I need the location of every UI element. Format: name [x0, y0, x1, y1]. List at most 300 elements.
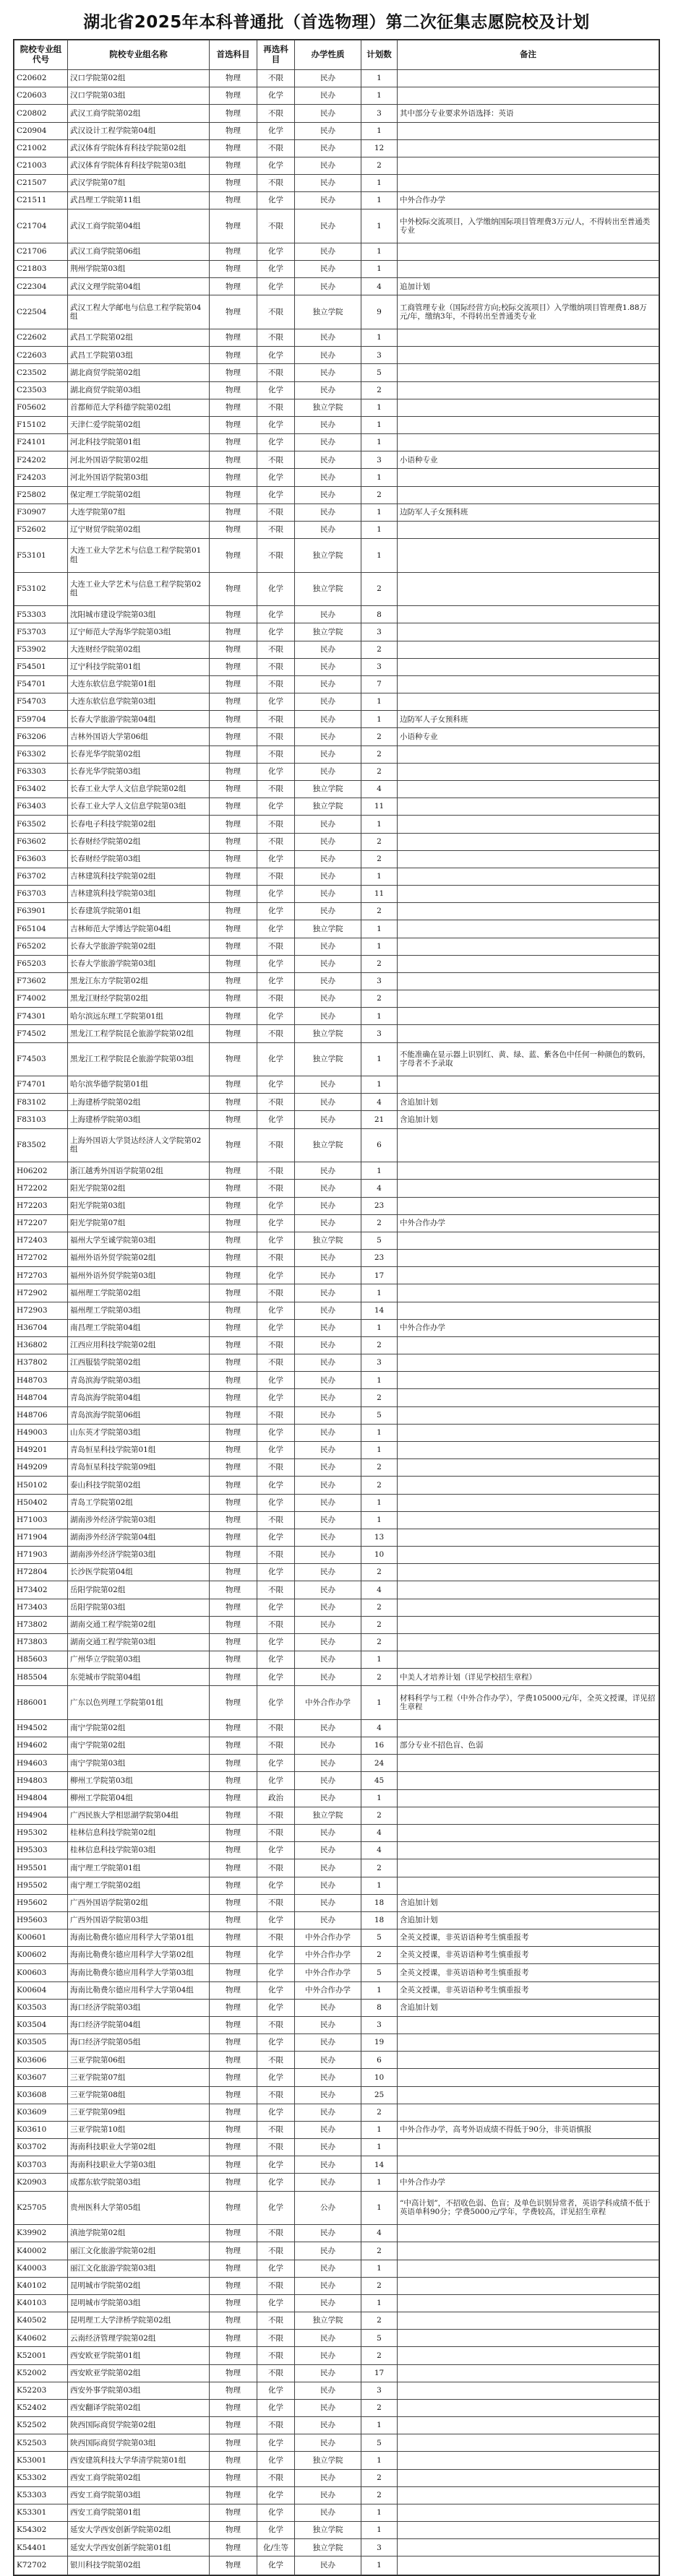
table-row	[14, 122, 659, 139]
cell-code: K39902	[14, 2225, 68, 2242]
cell-school-group: 福州理工学院第03组	[68, 1302, 210, 1319]
cell-count: 1	[361, 1511, 398, 1529]
cell-note	[398, 990, 659, 1008]
cell-count: 2	[361, 2277, 398, 2294]
cell-note	[398, 1406, 659, 1424]
table-row	[14, 1789, 659, 1807]
cell-subject: 物理	[210, 1042, 257, 1076]
cell-nature: 民办	[295, 261, 361, 278]
cell-nature: 独立学院	[295, 399, 361, 416]
cell-school-group: 湖南涉外经济学院第03组	[68, 1547, 210, 1564]
cell-code: K52402	[14, 2399, 68, 2416]
cell-school-group: 大连东软信息学院第03组	[68, 693, 210, 711]
cell-nature: 民办	[295, 955, 361, 972]
cell-subject: 物理	[210, 2225, 257, 2242]
cell-count: 3	[361, 972, 398, 990]
cell-reselect: 化学	[257, 2504, 295, 2521]
cell-subject: 物理	[210, 1008, 257, 1025]
cell-code: H94904	[14, 1807, 68, 1824]
cell-code: K52502	[14, 2417, 68, 2434]
table-row	[14, 1494, 659, 1511]
cell-reselect: 化学	[257, 920, 295, 938]
cell-subject: 物理	[210, 745, 257, 763]
cell-count: 2	[361, 1633, 398, 1651]
cell-school-group: 河北外国语学院第02组	[68, 451, 210, 469]
cell-reselect: 化学	[257, 1772, 295, 1789]
cell-nature: 民办	[295, 2434, 361, 2452]
cell-count: 2	[361, 2242, 398, 2260]
cell-code: K54302	[14, 2522, 68, 2539]
cell-reselect: 不限	[257, 868, 295, 885]
table-row	[14, 175, 659, 192]
cell-reselect: 不限	[257, 1284, 295, 1302]
cell-count: 16	[361, 1737, 398, 1755]
cell-note	[398, 2225, 659, 2242]
cell-count: 2	[361, 850, 398, 868]
cell-note	[398, 2452, 659, 2469]
table-row	[14, 711, 659, 728]
cell-subject: 物理	[210, 1859, 257, 1877]
cell-subject: 物理	[210, 798, 257, 816]
cell-code: F24203	[14, 469, 68, 486]
cell-school-group: 西安欧亚学院第01组	[68, 2347, 210, 2364]
cell-school-group: 海南科技职业大学第02组	[68, 2139, 210, 2156]
cell-count: 2	[361, 903, 398, 920]
cell-count: 4	[361, 780, 398, 798]
cell-reselect: 化学	[257, 486, 295, 503]
cell-code: C22504	[14, 295, 68, 329]
cell-reselect: 不限	[257, 1459, 295, 1477]
cell-note	[398, 955, 659, 972]
cell-count: 1	[361, 2139, 398, 2156]
cell-note	[398, 1008, 659, 1025]
cell-subject: 物理	[210, 2399, 257, 2416]
cell-reselect: 化学	[257, 1197, 295, 1214]
cell-nature: 民办	[295, 1911, 361, 1929]
cell-reselect: 不限	[257, 2121, 295, 2138]
cell-reselect: 不限	[257, 728, 295, 745]
cell-reselect: 化学	[257, 763, 295, 780]
table-row	[14, 243, 659, 260]
cell-subject: 物理	[210, 139, 257, 157]
cell-nature: 民办	[295, 329, 361, 347]
cell-subject: 物理	[210, 2364, 257, 2382]
cell-nature: 民办	[295, 434, 361, 451]
cell-count: 5	[361, 2330, 398, 2347]
table-row	[14, 728, 659, 745]
cell-school-group: 武汉工程大学邮电与信息工程学院第04组	[68, 295, 210, 329]
table-row	[14, 105, 659, 122]
cell-code: F74503	[14, 1042, 68, 1076]
cell-count: 2	[361, 1807, 398, 1824]
cell-nature: 民办	[295, 1842, 361, 1859]
cell-count: 1	[361, 87, 398, 105]
cell-subject: 物理	[210, 1128, 257, 1162]
cell-school-group: 海南比勒费尔德应用科学大学第02组	[68, 1947, 210, 1964]
cell-nature: 独立学院	[295, 920, 361, 938]
cell-subject: 物理	[210, 1336, 257, 1354]
cell-nature: 民办	[295, 938, 361, 955]
cell-reselect: 不限	[257, 2417, 295, 2434]
cell-note	[398, 70, 659, 87]
table-row	[14, 1547, 659, 1564]
cell-note	[398, 938, 659, 955]
cell-note	[398, 1633, 659, 1651]
cell-nature: 民办	[295, 1389, 361, 1406]
cell-nature: 民办	[295, 1336, 361, 1354]
cell-code: H94804	[14, 1789, 68, 1807]
table-row	[14, 1424, 659, 1441]
cell-note: 含追加计划	[398, 1999, 659, 2016]
cell-count: 1	[361, 469, 398, 486]
cell-reselect: 不限	[257, 2347, 295, 2364]
cell-reselect: 化学	[257, 381, 295, 399]
cell-school-group: 滇池学院第02组	[68, 2225, 210, 2242]
cell-count: 3	[361, 2539, 398, 2556]
table-row	[14, 1162, 659, 1180]
cell-school-group: 汉口学院第03组	[68, 87, 210, 105]
cell-school-group: 辽宁师范大学海华学院第03组	[68, 623, 210, 641]
cell-note: 中外合作办学	[398, 192, 659, 209]
cell-nature: 民办	[295, 833, 361, 850]
cell-subject: 物理	[210, 1772, 257, 1789]
cell-count: 7	[361, 675, 398, 693]
cell-code: C21003	[14, 157, 68, 174]
cell-code: F05602	[14, 399, 68, 416]
cell-note: 中外校际交流项目，入学缴纳国际项目管理费3万元/人，不得转出至普通类专业	[398, 209, 659, 243]
cell-nature: 独立学院	[295, 2522, 361, 2539]
cell-nature: 民办	[295, 1651, 361, 1669]
cell-reselect: 不限	[257, 1025, 295, 1042]
table-row	[14, 2504, 659, 2521]
table-row	[14, 2330, 659, 2347]
cell-subject: 物理	[210, 1581, 257, 1599]
cell-count: 1	[361, 920, 398, 938]
cell-code: H72903	[14, 1302, 68, 1319]
cell-note	[398, 2522, 659, 2539]
cell-reselect: 化学	[257, 1232, 295, 1249]
cell-school-group: 湖南交通工程学院第03组	[68, 1633, 210, 1651]
cell-note	[398, 1128, 659, 1162]
cell-subject: 物理	[210, 2417, 257, 2434]
cell-code: H50102	[14, 1477, 68, 1494]
cell-note	[398, 1389, 659, 1406]
cell-reselect: 化学	[257, 1111, 295, 1128]
cell-note	[398, 1494, 659, 1511]
cell-subject: 物理	[210, 2260, 257, 2277]
cell-count: 6	[361, 1128, 398, 1162]
cell-code: H72902	[14, 1284, 68, 1302]
cell-school-group: 东莞城市学院第04组	[68, 1669, 210, 1686]
cell-code: C21704	[14, 209, 68, 243]
cell-subject: 物理	[210, 1354, 257, 1372]
cell-reselect: 不限	[257, 1581, 295, 1599]
table-row	[14, 2034, 659, 2052]
cell-reselect: 不限	[257, 641, 295, 658]
cell-nature: 民办	[295, 521, 361, 538]
cell-school-group: 南宁学院第02组	[68, 1737, 210, 1755]
cell-subject: 物理	[210, 1267, 257, 1284]
header-nature: 办学性质	[295, 40, 361, 70]
cell-code: H72703	[14, 1267, 68, 1284]
cell-note	[398, 1511, 659, 1529]
cell-code: F53303	[14, 606, 68, 623]
cell-school-group: 长春大学旅游学院第04组	[68, 711, 210, 728]
cell-note	[398, 347, 659, 364]
cell-school-group: 西安翻译学院第02组	[68, 2399, 210, 2416]
cell-nature: 民办	[295, 1372, 361, 1389]
cell-code: F63703	[14, 886, 68, 903]
table-row	[14, 1284, 659, 1302]
cell-school-group: 丽江文化旅游学院第02组	[68, 2242, 210, 2260]
cell-subject: 物理	[210, 2486, 257, 2504]
cell-subject: 物理	[210, 2522, 257, 2539]
cell-school-group: 湖南涉外经济学院第03组	[68, 1511, 210, 1529]
cell-reselect: 不限	[257, 2086, 295, 2104]
cell-school-group: 长沙医学院第04组	[68, 1564, 210, 1581]
cell-note: 中外合作办学，高考外语成绩不得低于90分，非英语慎报	[398, 2121, 659, 2138]
cell-note	[398, 1529, 659, 1546]
cell-nature: 民办	[295, 87, 361, 105]
cell-school-group: 贵州医科大学第05组	[68, 2191, 210, 2225]
cell-reselect: 化学	[257, 1755, 295, 1772]
cell-count: 5	[361, 1929, 398, 1947]
table-row	[14, 2522, 659, 2539]
cell-nature: 民办	[295, 1494, 361, 1511]
cell-code: H73402	[14, 1581, 68, 1599]
cell-reselect: 不限	[257, 1406, 295, 1424]
cell-subject: 物理	[210, 295, 257, 329]
cell-reselect: 不限	[257, 745, 295, 763]
table-row	[14, 1737, 659, 1755]
table-row	[14, 2452, 659, 2469]
cell-code: F53101	[14, 539, 68, 573]
cell-code: K03703	[14, 2156, 68, 2174]
cell-note	[398, 1807, 659, 1824]
table-header	[14, 40, 659, 70]
cell-count: 4	[361, 1581, 398, 1599]
table-row	[14, 990, 659, 1008]
cell-school-group: 南宁学院第03组	[68, 1755, 210, 1772]
table-row	[14, 2486, 659, 2504]
cell-school-group: 荆州学院第03组	[68, 261, 210, 278]
cell-nature: 独立学院	[295, 1042, 361, 1076]
table-row	[14, 675, 659, 693]
table-row	[14, 1686, 659, 1720]
cell-school-group: 长春建筑学院第01组	[68, 903, 210, 920]
cell-code: F30907	[14, 503, 68, 521]
cell-note: 全英文授课，非英语语种考生慎重报考	[398, 1964, 659, 1981]
table-row	[14, 1669, 659, 1686]
cell-subject: 物理	[210, 1406, 257, 1424]
cell-nature: 民办	[295, 1076, 361, 1094]
cell-subject: 物理	[210, 1877, 257, 1894]
cell-note	[398, 1599, 659, 1616]
cell-count: 2	[361, 990, 398, 1008]
cell-school-group: 昆明理工大学津桥学院第02组	[68, 2312, 210, 2330]
cell-code: K00601	[14, 1929, 68, 1947]
cell-subject: 物理	[210, 2347, 257, 2364]
table-row	[14, 1250, 659, 1267]
cell-note	[398, 1372, 659, 1389]
cell-subject: 物理	[210, 850, 257, 868]
cell-note	[398, 2104, 659, 2121]
table-row	[14, 641, 659, 658]
cell-count: 4	[361, 278, 398, 295]
cell-count: 1	[361, 122, 398, 139]
cell-nature: 中外合作办学	[295, 1964, 361, 1981]
table-row	[14, 1947, 659, 1964]
cell-school-group: 长春光华学院第02组	[68, 745, 210, 763]
cell-subject: 物理	[210, 1981, 257, 1999]
cell-school-group: 吉林外国语大学第06组	[68, 728, 210, 745]
cell-nature: 民办	[295, 2486, 361, 2504]
cell-note	[398, 1025, 659, 1042]
cell-reselect: 不限	[257, 451, 295, 469]
table-row	[14, 2539, 659, 2556]
cell-count: 19	[361, 2034, 398, 2052]
cell-count: 4	[361, 2225, 398, 2242]
cell-code: F25802	[14, 486, 68, 503]
cell-subject: 物理	[210, 2277, 257, 2294]
cell-nature: 民办	[295, 1302, 361, 1319]
table-row	[14, 1981, 659, 1999]
table-row	[14, 693, 659, 711]
cell-note	[398, 2277, 659, 2294]
cell-school-group: 大连财经学院第02组	[68, 641, 210, 658]
cell-note	[398, 2242, 659, 2260]
cell-school-group: 桂林信息科技学院第03组	[68, 1842, 210, 1859]
cell-subject: 物理	[210, 2539, 257, 2556]
cell-count: 1	[361, 2294, 398, 2312]
cell-reselect: 不限	[257, 2364, 295, 2382]
cell-reselect: 不限	[257, 1511, 295, 1529]
cell-nature: 独立学院	[295, 798, 361, 816]
table-row	[14, 1825, 659, 1842]
cell-note	[398, 329, 659, 347]
cell-reselect: 不限	[257, 2330, 295, 2347]
cell-nature: 民办	[295, 1511, 361, 1529]
cell-code: F53102	[14, 572, 68, 606]
cell-code: F63303	[14, 763, 68, 780]
cell-nature: 民办	[295, 1669, 361, 1686]
cell-subject: 物理	[210, 2156, 257, 2174]
cell-note	[398, 539, 659, 573]
cell-reselect: 不限	[257, 816, 295, 833]
cell-count: 2	[361, 955, 398, 972]
cell-reselect: 化学	[257, 1981, 295, 1999]
cell-note	[398, 2330, 659, 2347]
cell-count: 2	[361, 728, 398, 745]
cell-reselect: 不限	[257, 938, 295, 955]
table-row	[14, 780, 659, 798]
cell-note: 含追加计划	[398, 1094, 659, 1111]
cell-note	[398, 2434, 659, 2452]
cell-code: F63603	[14, 850, 68, 868]
cell-reselect: 化学	[257, 261, 295, 278]
cell-count: 1	[361, 2260, 398, 2277]
cell-school-group: 保定理工学院第02组	[68, 486, 210, 503]
cell-reselect: 化学	[257, 2294, 295, 2312]
cell-school-group: 黑龙江工程学院昆仑旅游学院第02组	[68, 1025, 210, 1042]
cell-subject: 物理	[210, 641, 257, 658]
cell-school-group: 昆明城市学院第02组	[68, 2277, 210, 2294]
table-row	[14, 1025, 659, 1042]
cell-subject: 物理	[210, 1999, 257, 2016]
cell-reselect: 化学	[257, 347, 295, 364]
cell-subject: 物理	[210, 1162, 257, 1180]
cell-code: K53001	[14, 2452, 68, 2469]
cell-subject: 物理	[210, 329, 257, 347]
table-row	[14, 2191, 659, 2225]
cell-subject: 物理	[210, 1529, 257, 1546]
cell-code: K03609	[14, 2104, 68, 2121]
cell-school-group: 浙江越秀外国语学院第02组	[68, 1162, 210, 1180]
cell-count: 5	[361, 1406, 398, 1424]
cell-nature: 民办	[295, 1633, 361, 1651]
cell-count: 2	[361, 763, 398, 780]
cell-code: F24202	[14, 451, 68, 469]
cell-reselect: 化学	[257, 2399, 295, 2416]
cell-code: H50402	[14, 1494, 68, 1511]
cell-code: K20903	[14, 2174, 68, 2191]
cell-count: 1	[361, 175, 398, 192]
cell-nature: 民办	[295, 1477, 361, 1494]
table-row	[14, 1302, 659, 1319]
cell-subject: 物理	[210, 1319, 257, 1336]
cell-subject: 物理	[210, 192, 257, 209]
cell-school-group: 福州外语外贸学院第02组	[68, 1250, 210, 1267]
cell-school-group: 上海外国语大学贤达经济人文学院第02组	[68, 1128, 210, 1162]
cell-school-group: 福州理工学院第02组	[68, 1284, 210, 1302]
cell-count: 18	[361, 1894, 398, 1911]
cell-count: 5	[361, 1964, 398, 1981]
table-row	[14, 2347, 659, 2364]
cell-subject: 物理	[210, 763, 257, 780]
table-row	[14, 1999, 659, 2016]
table-row	[14, 1232, 659, 1249]
cell-nature: 独立学院	[295, 1232, 361, 1249]
cell-reselect: 化学	[257, 2260, 295, 2277]
cell-code: K53303	[14, 2486, 68, 2504]
cell-note	[398, 1197, 659, 1214]
table-row	[14, 1214, 659, 1232]
cell-count: 1	[361, 711, 398, 728]
cell-subject: 物理	[210, 606, 257, 623]
cell-note	[398, 2417, 659, 2434]
cell-note	[398, 399, 659, 416]
cell-count: 1	[361, 399, 398, 416]
cell-nature: 民办	[295, 2330, 361, 2347]
cell-nature: 民办	[295, 1789, 361, 1807]
cell-count: 2	[361, 2347, 398, 2364]
cell-nature: 民办	[295, 243, 361, 260]
cell-nature: 民办	[295, 1319, 361, 1336]
cell-school-group: 海口经济学院第04组	[68, 2016, 210, 2033]
cell-subject: 物理	[210, 1302, 257, 1319]
cell-reselect: 化学	[257, 1042, 295, 1076]
cell-note	[398, 2034, 659, 2052]
cell-nature: 民办	[295, 122, 361, 139]
cell-code: C20602	[14, 70, 68, 87]
cell-note	[398, 798, 659, 816]
cell-nature: 民办	[295, 693, 361, 711]
cell-school-group: 哈尔滨华德学院第01组	[68, 1076, 210, 1094]
cell-school-group: 辽宁科技学院第01组	[68, 658, 210, 675]
cell-subject: 物理	[210, 955, 257, 972]
cell-code: F83502	[14, 1128, 68, 1162]
cell-school-group: 青岛滨海学院第06组	[68, 1406, 210, 1424]
